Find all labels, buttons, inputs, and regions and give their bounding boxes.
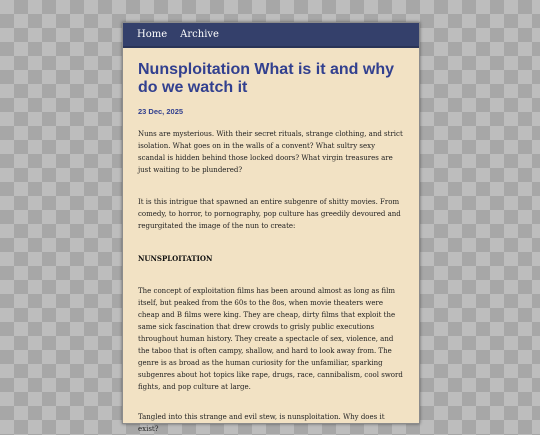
nav-home-link[interactable]: Home <box>137 29 168 40</box>
section-heading: NUNSPLOITATION <box>138 254 213 263</box>
post-paragraph-3: The concept of exploitation films has been around almost as long as film itself, but peaked from the 60s to the 8os, when movie theaters were cheap and B films were king. They are cheap, dirty films that exploit the same sick fascination that drew crowds to grisly public executions throughout human history. They create a spectacle of sex, violence, and the taboo that is often campy, shallow, and hard to look away from. The genre is as broad as the human curiosity for the unfamiliar, sparking subgenres about hot topics like rape, drugs, race, cannibalism, cool sword fights, and pop culture at large. <box>138 287 403 391</box>
post-paragraph-1: Nuns are mysterious. With their secret rituals, strange clothing, and strict isolation. What goes on in the walls of a convent? What sultry sexy scandal is hidden behind those locked doors? What virgin treasures are just waiting to be plundered? <box>138 130 403 174</box>
nav-archive-link[interactable]: Archive <box>180 29 219 40</box>
post-content <box>123 48 419 435</box>
post-paragraph-2: It is this intrigue that spawned an entire subgenre of shitty movies. From comedy, to horror, to pornography, pop culture has greedily devoured and regurgitated the image of the nun to create: <box>138 198 401 230</box>
post-title: Nunsploitation What is it and why do we watch it <box>138 61 394 96</box>
post-date: 23 Dec, 2025 <box>138 107 184 116</box>
top-navigation <box>123 23 419 48</box>
blog-page <box>122 22 420 433</box>
post-paragraph-4: Tangled into this strange and evil stew, is nunsploitation. Why does it exist? <box>138 413 385 433</box>
